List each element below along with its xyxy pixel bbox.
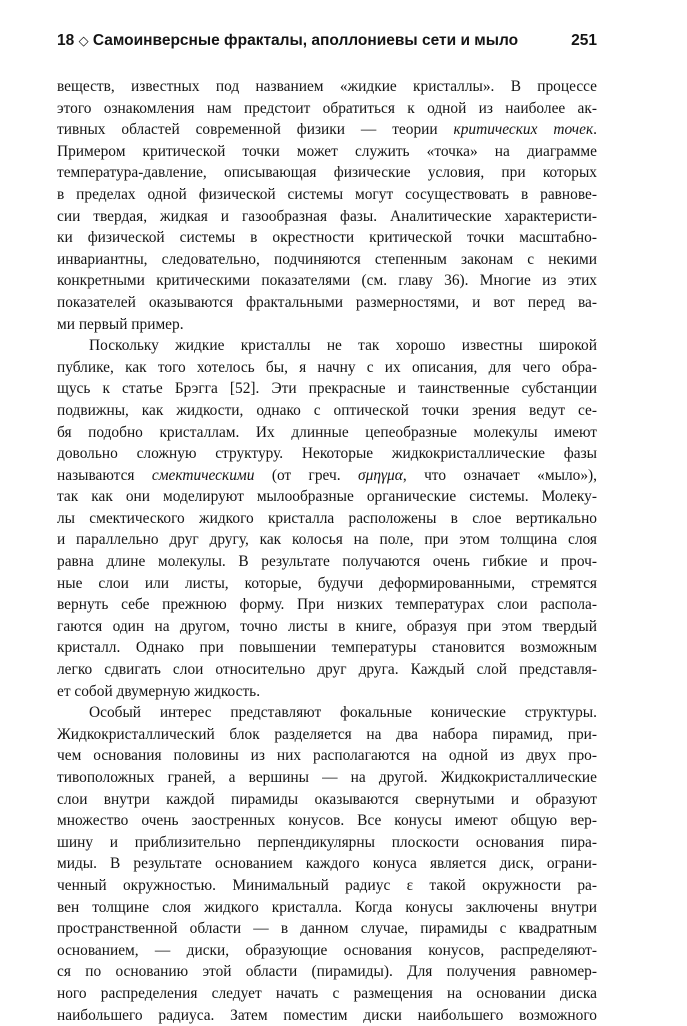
text-line: основанием, — диски, образующие основания конусов, распределяют- [57, 941, 597, 959]
text-line: в пределах одной физической системы могут сосуществовать в равнове- [57, 185, 597, 203]
text-line: конкретными критическими показателями (см. главу 36). Многие из этих [57, 272, 597, 290]
text-line: сии твердая, жидкая и газообразная фазы. Аналитические характеристи- [57, 207, 597, 225]
text-line: ми первый пример. [57, 315, 184, 333]
text-line: кристалл. Однако при повышении температуры становится возможным [57, 639, 597, 657]
text-line: довольно сложную структуру. Некоторые жидкокристаллические фазы [57, 445, 597, 463]
text-line: температура-давление, описывающая физические условия, при которых [57, 164, 597, 182]
text-line: Поскольку жидкие кристаллы не так хорошо известны широкой [89, 337, 597, 355]
text-line: вернуть себе прежнюю форму. При низких температурах слои распола- [57, 596, 597, 614]
text-line: Примером критической точки может служить «точка» на диаграмме [57, 142, 597, 160]
text-line: шину и приблизительно перпендикулярны плоскости основания пира- [57, 833, 597, 851]
text-line: этого ознакомления нам предстоит обратиться к одной из наиболее ак- [57, 99, 597, 117]
text-line: так как они моделируют мылообразные органические системы. Молеку- [57, 488, 597, 506]
text-line: слои внутри каждой пирамиды оказываются свернутыми и образуют [57, 790, 597, 808]
text-line: тивных областей современной физики — теории критических точек. [57, 121, 598, 139]
running-header [57, 26, 597, 52]
text-line: гаются один на другом, точно листы в книге, образуя при этом твердый [57, 617, 597, 635]
text-line: чем основания половины из них располагаются на одной из двух про- [57, 747, 597, 765]
text-line: пространственной области — в данном случае, пирамиды с квадратным [57, 920, 597, 938]
text-line: лы смектического жидкого кристалла расположены в слое вертикально [57, 509, 597, 527]
text-line: ет собой двумерную жидкость. [57, 682, 261, 700]
text-line: наибольшего радиуса. Затем поместим диски наибольшего возможного [57, 1006, 597, 1024]
paragraph [57, 76, 597, 335]
body-text [57, 76, 597, 1026]
text-line: тивоположных граней, а вершины — на другой. Жидкокристаллические [57, 769, 597, 786]
paragraph [57, 335, 597, 702]
text-line: вен толщине слоя жидкого кристалла. Когда конусы заключены внутри [57, 898, 597, 916]
text-line: щусь к статье Брэгга [52]. Эти прекрасные и таинственные субстанции [57, 380, 597, 398]
text-line: ного распределения следует начать с размещения на основании диска [57, 984, 597, 1002]
text-line: бя подобно кристаллам. Их длинные цепеобразные молекулы имеют [57, 423, 597, 441]
chapter-heading [57, 32, 518, 50]
text-line: показателей оказываются фрактальными размерностями, и вот перед ва- [57, 293, 597, 311]
chapter-title: Самоинверсные фракталы, аполлониевы сети и мыло [92, 32, 519, 49]
text-line: называются смектическими (от греч. σμηγμα, что означает «мыло»), [57, 466, 597, 484]
paragraph [57, 702, 597, 1026]
text-line: миды. В результате основанием каждого конуса является диск, ограни- [57, 855, 597, 873]
text-line: веществ, известных под названием «жидкие кристаллы». В процессе [57, 78, 597, 95]
text-line: инвариантны, следовательно, подчиняются степенным законам с некими [57, 250, 597, 268]
text-line: Жидкокристаллический блок разделяется на два набора пирамид, при- [57, 725, 597, 743]
text-line: Особый интерес представляют фокальные конические структуры. [89, 704, 597, 722]
page-number: 251 [571, 32, 597, 49]
text-line: ные слои или листы, которые, будучи деформированными, стремятся [57, 574, 597, 592]
diamond-separator-icon: ◇ [78, 34, 89, 49]
text-line: публике, как того хотелось бы, я начну с их описания, для чего обра- [57, 358, 597, 376]
text-line: ченный окружностью. Минимальный радиус ε такой окружности ра- [57, 876, 597, 894]
text-line: легко сдвигать слои относительно друг друга. Каждый слой представля- [57, 661, 597, 679]
text-line: множество очень заостренных конусов. Все конусы имеют общую вер- [57, 812, 597, 830]
chapter-number: 18 [57, 32, 75, 49]
text-line: и параллельно друг другу, как колосья на поле, при этом толщина слоя [57, 531, 597, 549]
text-line: ки физической системы в окрестности критической точки масштабно- [57, 229, 597, 247]
text-line: подвижны, как жидкости, однако с оптической точки зрения ведут се- [57, 401, 597, 419]
text-line: равна длине молекулы. В результате получаются очень гибкие и проч- [57, 553, 597, 571]
text-line: ся по основанию этой области (пирамиды). Для получения равномер- [57, 963, 597, 981]
